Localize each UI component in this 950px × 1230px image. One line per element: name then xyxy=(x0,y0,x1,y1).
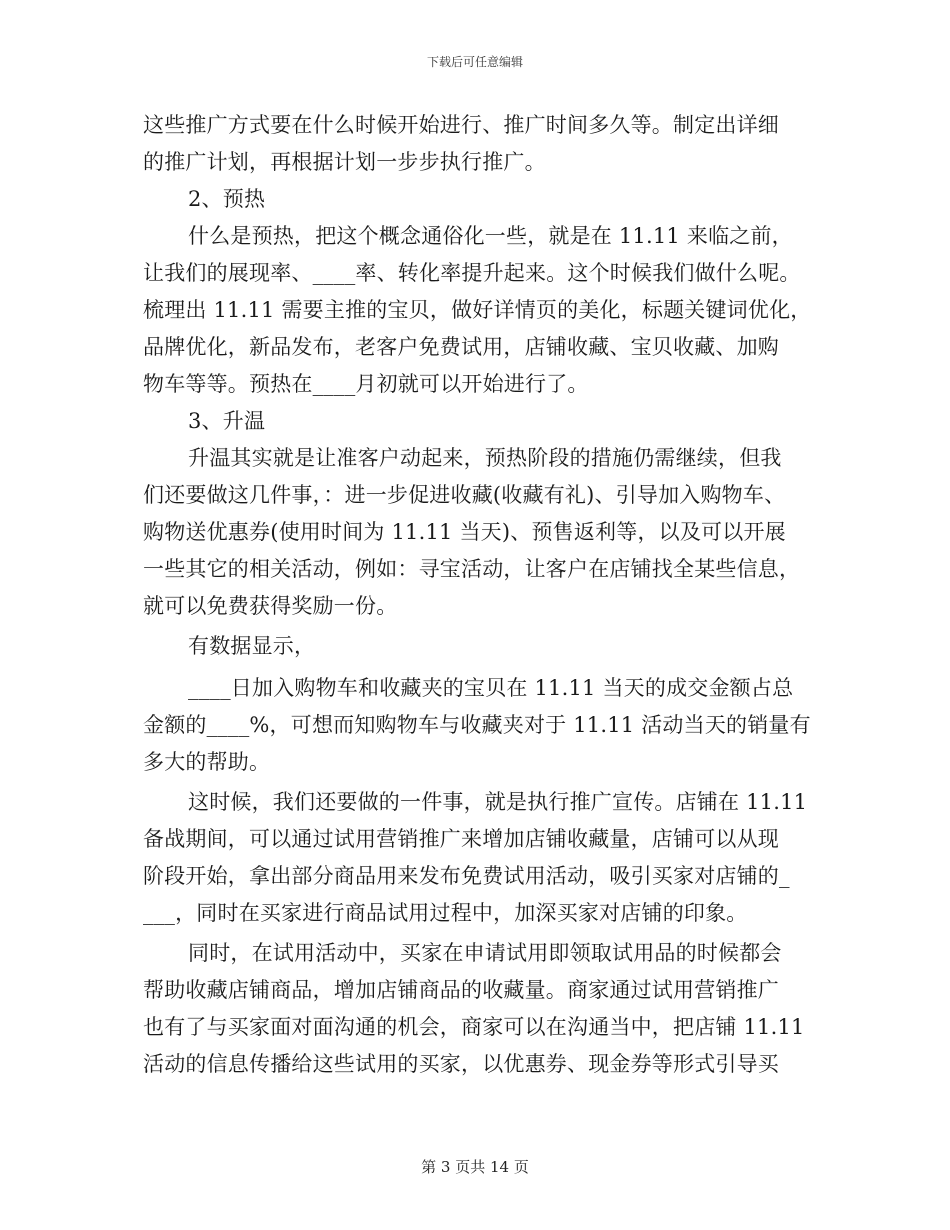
body-line: 就可以免费获得奖励一份。 xyxy=(143,594,398,618)
body-line: 这时候，我们还要做的一件事，就是执行推广宣传。店铺在 11.11 xyxy=(188,790,808,814)
page-number-footer: 第 3 页共 14 页 xyxy=(421,1158,529,1176)
body-line: ____日加入购物车和收藏夹的宝贝在 11.11 当天的成交金额占总 xyxy=(188,676,794,700)
body-line: 什么是预热，把这个概念通俗化一些，就是在 11.11 来临之前， xyxy=(188,224,793,248)
body-line: 一些其它的相关活动，例如：寻宝活动，让客户在店铺找全某些信息， xyxy=(143,557,801,581)
page-header: 下载后可任意编辑 xyxy=(426,55,523,69)
section-heading: 2、预热 xyxy=(188,187,266,211)
body-line: 备战期间，可以通过试用营销推广来增加店铺收藏量，店铺可以从现 xyxy=(143,827,779,851)
body-line: 购物送优惠券(使用时间为 11.11 当天)、预售返利等，以及可以开展 xyxy=(143,520,786,544)
body-line: 让我们的展现率、____率、转化率提升起来。这个时候我们做什么呢。 xyxy=(143,261,801,285)
body-line: ___，同时在买家进行商品试用过程中，加深买家对店铺的印象。 xyxy=(143,901,748,925)
body-line: 有数据显示， xyxy=(188,634,316,658)
document-body xyxy=(143,107,813,1083)
body-line: 物车等等。预热在____月初就可以开始进行了。 xyxy=(143,372,589,396)
section-heading: 3、升温 xyxy=(188,409,266,433)
body-line: 金额的____%，可想而知购物车与收藏夹对于 11.11 活动当天的销量有 xyxy=(143,713,811,737)
body-line: 活动的信息传播给这些试用的买家，以优惠券、现金券等形式引导买 xyxy=(143,1052,779,1076)
body-line: 多大的帮助。 xyxy=(143,750,271,774)
body-line: 们还要做这几件事，：进一步促进收藏(收藏有礼)、引导加入购物车、 xyxy=(143,483,786,507)
body-line: 梳理出 11.11 需要主推的宝贝，做好详情页的美化，标题关键词优化， xyxy=(143,298,812,322)
body-line: 这些推广方式要在什么时候开始进行、推广时间多久等。制定出详细 xyxy=(143,113,779,137)
body-line: 品牌优化，新品发布，老客户免费试用，店铺收藏、宝贝收藏、加购 xyxy=(143,335,779,359)
body-line: 也有了与买家面对面沟通的机会，商家可以在沟通当中，把店铺 11.11 xyxy=(143,1015,805,1039)
body-line: 同时，在试用活动中，买家在申请试用即领取试用品的时候都会 xyxy=(188,941,782,965)
body-line: 阶段开始，拿出部分商品用来发布免费试用活动，吸引买家对店铺的_ xyxy=(143,864,790,888)
body-line: 的推广计划，再根据计划一步步执行推广。 xyxy=(143,150,546,174)
body-line: 升温其实就是让准客户动起来，预热阶段的措施仍需继续，但我 xyxy=(188,446,782,470)
body-line: 帮助收藏店铺商品，增加店铺商品的收藏量。商家通过试用营销推广 xyxy=(143,978,779,1002)
